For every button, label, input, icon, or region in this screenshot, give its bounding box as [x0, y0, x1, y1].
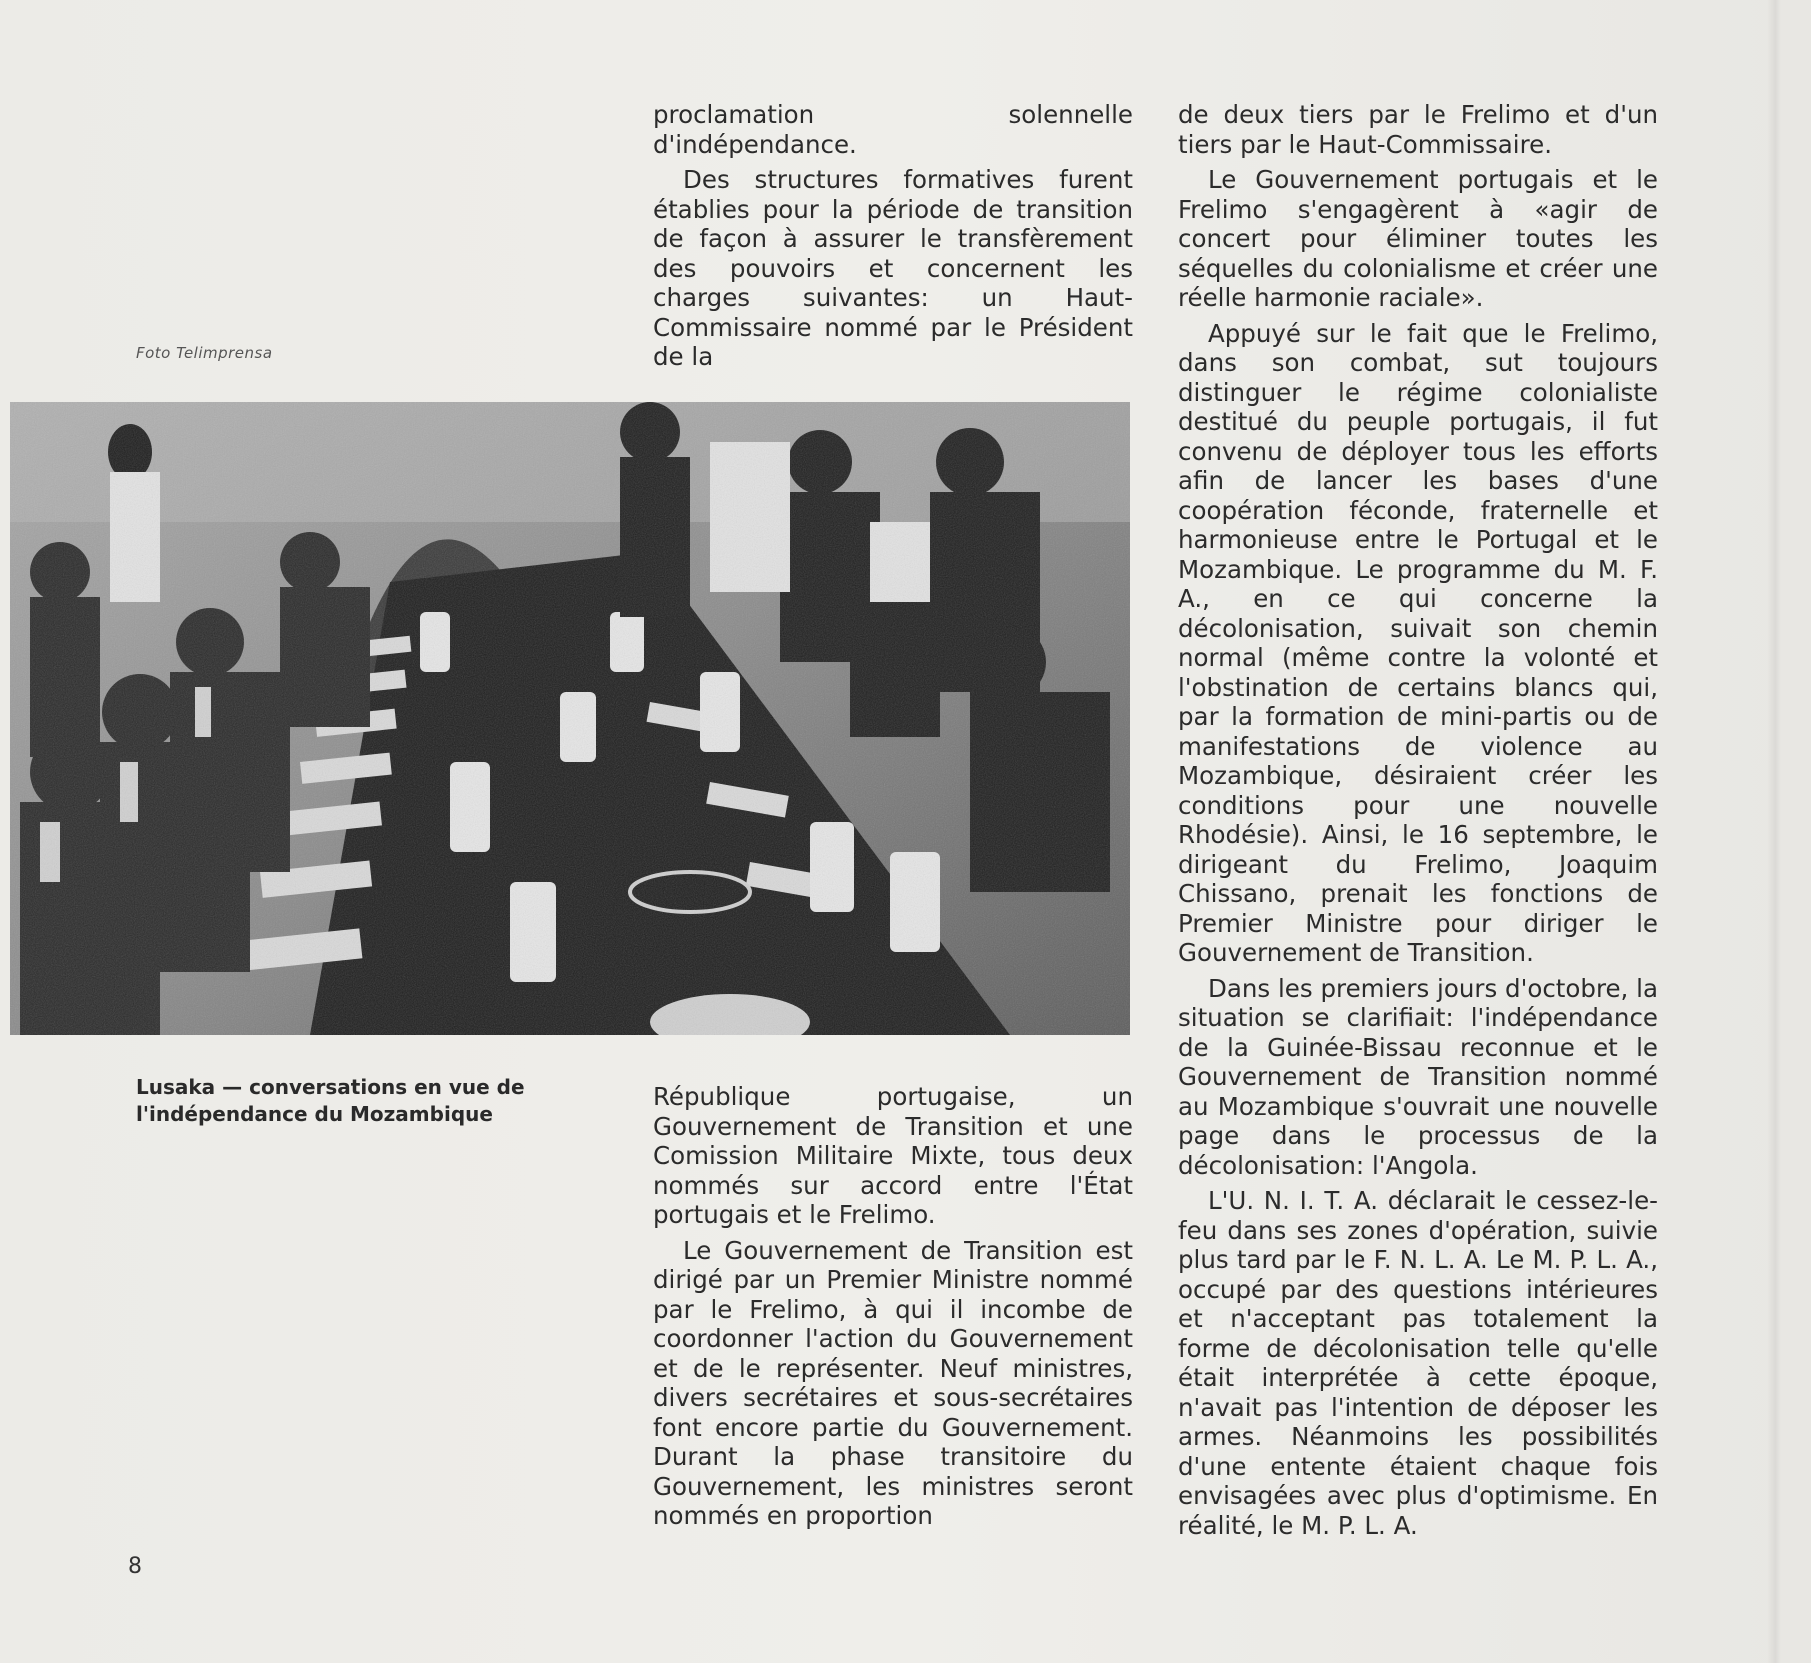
paragraph: proclamation solennelle d'indépendance.: [653, 100, 1133, 159]
column-middle-bottom: [653, 1082, 1133, 1531]
column-right: [1178, 100, 1658, 1540]
paragraph: L'U. N. I. T. A. déclarait le cessez-le-feu dans ses zones d'opération, suivie plus tard par le F. N. L. A. Le M. P. L. A., occupé par des questions intérieures et n'acceptant pas totalement la forme de décolonisation telle qu'elle était interprétée à cette époque, n'avait pas l'intention de déposer les armes. Néanmoins les possibilités d'une entente étaient chaque fois envisagées avec plus d'optimisme. En réalité, le M. P. L. A.: [1178, 1186, 1658, 1540]
caption-line-2: l'indépendance du Mozambique: [136, 1102, 493, 1126]
paragraph: Des structures formatives furent établies pour la période de transition de façon à assurer le transfèrement des pouvoirs et concernent les charges suivantes: un Haut-Commissaire nommé par le Président de la: [653, 165, 1133, 371]
meeting-photo: [10, 402, 1130, 1035]
paragraph: Le Gouvernement portugais et le Frelimo s'engagèrent à «agir de concert pour éliminer toutes les séquelles du colonialisme et créer une réelle harmonie raciale».: [1178, 165, 1658, 312]
paragraph: Dans les premiers jours d'octobre, la situation se clarifiait: l'indépendance de la Guinée-Bissau reconnue et le Gouvernement de Transition nommé au Mozambique s'ouvrait une nouvelle page dans le processus de la décolonisation: l'Angola.: [1178, 973, 1658, 1180]
paragraph: de deux tiers par le Frelimo et d'un tiers par le Haut-Commissaire.: [1178, 100, 1658, 159]
page-number: 8: [128, 1554, 142, 1579]
paragraph: Appuyé sur le fait que le Frelimo, dans son combat, sut toujours distinguer le régime colonialiste destitué du peuple portugais, il fut convenu de déployer tous les efforts afin de lancer les bases d'une coopération féconde, fraternelle et harmonieuse entre le Portugal et le Mozambique. Le programme du M. F. A., en ce qui concerne la décolonisation, suivait son chemin normal (même contre la volonté et l'obstination de certains blancs qui, par la formation de mini-partis ou de manifestations de violence au Mozambique, désiraient créer les conditions pour une nouvelle Rhodésie). Ainsi, le 16 septembre, le dirigeant du Frelimo, Joaquim Chissano, prenait les fonctions de Premier Ministre pour diriger le Gouvernement de Transition.: [1178, 318, 1658, 967]
caption-line-1: Lusaka — conversations en vue de: [136, 1075, 525, 1099]
photo-caption: [136, 1074, 536, 1128]
paragraph: Le Gouvernement de Transition est dirigé par un Premier Ministre nommé par le Frelimo, à qui il incombe de coordonner l'action du Gouvernement et de le représenter. Neuf ministres, divers secrétaires et sous-secrétaires font encore partie du Gouvernement. Durant la phase transitoire du Gouvernement, les ministres seront nommés en proportion: [653, 1235, 1133, 1530]
column-middle-top: [653, 100, 1133, 372]
photo-credit: Foto Telimprensa: [136, 344, 273, 362]
paragraph: République portugaise, un Gouvernement de Transition et une Comission Militaire Mixte, tous deux nommés sur accord entre l'État portugais et le Frelimo.: [653, 1082, 1133, 1229]
